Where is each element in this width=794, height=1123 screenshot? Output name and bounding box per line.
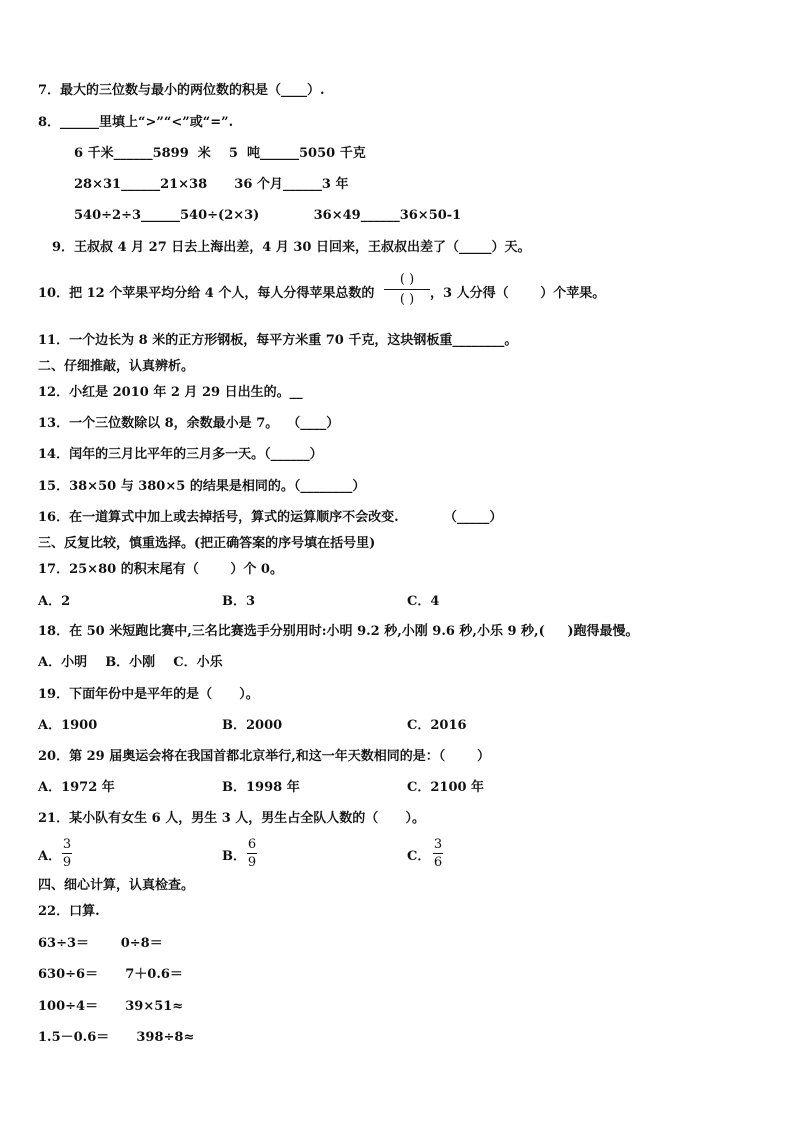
question-10-fraction — [384, 272, 430, 307]
question-10-part-a: 10．把 12 个苹果平均分给 4 个人，每人分得苹果总数的 — [38, 286, 375, 301]
fraction-numerator: 6 — [247, 837, 257, 852]
question-19-option-b: B．2000 — [222, 718, 283, 733]
question-21-option-a-label: A． — [38, 849, 62, 864]
fraction-denominator: ( ) — [399, 292, 415, 307]
question-20-option-c: C．2100 年 — [407, 780, 485, 795]
question-22-row-2: 630÷6＝ 7＋0.6＝ — [38, 967, 183, 982]
question-9: 9．王叔叔 4 月 27 日去上海出差，4 月 30 日回来，王叔叔出差了（_____）天。 — [52, 240, 531, 255]
question-21-option-a-fraction — [62, 837, 72, 870]
question-17-option-a: A．2 — [38, 594, 71, 609]
question-22-row-3: 100÷4＝ 39×51≈ — [38, 999, 184, 1014]
question-15: 15．38×50 与 380×5 的结果是相同的。（________） — [38, 479, 366, 494]
question-8-row-1: 6 千米______5899 米 5 吨______5050 千克 — [74, 146, 366, 161]
question-19-option-c: C．2016 — [407, 718, 467, 733]
question-14: 14．闰年的三月比平年的三月多一天。（______） — [38, 447, 323, 462]
question-21-option-c-label: C． — [407, 849, 431, 864]
question-19: 19．下面年份中是平年的是（ ）。 — [38, 687, 259, 702]
question-10-part-b: ，3 人分得（ ）个苹果。 — [430, 286, 606, 301]
fraction-denominator: 9 — [247, 855, 257, 870]
question-16: 16．在一道算式中加上或去掉括号，算式的运算顺序不会改变. （_____） — [38, 510, 503, 525]
question-22-row-1: 63÷3＝ 0÷8＝ — [38, 936, 163, 951]
question-22-row-4: 1.5－0.6＝ 398÷8≈ — [38, 1030, 195, 1045]
fraction-denominator: 6 — [433, 855, 443, 870]
fraction-bar — [247, 853, 257, 854]
fraction-denominator: 9 — [62, 855, 72, 870]
fraction-numerator: 3 — [62, 837, 72, 852]
question-17: 17．25×80 的积末尾有（ ）个 0。 — [38, 562, 283, 577]
question-17-option-b: B．3 — [222, 594, 256, 609]
question-8-row-2: 28×31______21×38 36 个月______3 年 — [74, 177, 349, 192]
fraction-bar — [433, 853, 443, 854]
question-18-options: A．小明 B．小刚 C．小乐 — [38, 655, 223, 670]
fraction-bar — [384, 289, 430, 290]
question-8-row-3: 540÷2÷3______540÷(2×3) 36×49______36×50-1 — [74, 208, 462, 223]
question-21-option-b-label: B． — [222, 849, 246, 864]
fraction-numerator: ( ) — [399, 272, 415, 287]
question-21: 21．某小队有女生 6 人，男生 3 人，男生占全队人数的（ ）。 — [38, 811, 425, 826]
fraction-numerator: 3 — [433, 837, 443, 852]
fraction-bar — [62, 853, 72, 854]
question-19-option-a: A．1900 — [38, 718, 98, 733]
question-8-head: 8．______里填上“>”“<”或“=”. — [38, 115, 234, 130]
question-21-option-b-fraction — [247, 837, 257, 870]
question-11: 11．一个边长为 8 米的正方形钢板，每平方米重 70 千克，这块钢板重________。 — [38, 333, 518, 348]
question-20-option-b: B．1998 年 — [222, 780, 300, 795]
section-4-heading: 四、细心计算，认真检查。 — [38, 878, 195, 893]
question-20: 20．第 29 届奥运会将在我国首都北京举行,和这一年天数相同的是：（ ） — [38, 749, 490, 764]
question-21-option-c-fraction — [433, 837, 443, 870]
question-18: 18．在 50 米短跑比赛中,三名比赛选手分别用时:小明 9.2 秒,小刚 9.6 秒,小乐 9 秒,( )跑得最慢。 — [38, 624, 639, 639]
question-17-option-c: C．4 — [407, 594, 440, 609]
section-3-heading: 三、反复比较，慎重选择。(把正确答案的序号填在括号里) — [38, 536, 376, 551]
section-2-heading: 二、仔细推敲，认真辨析。 — [38, 359, 195, 374]
question-7: 7．最大的三位数与最小的两位数的积是（____）. — [38, 83, 325, 98]
question-12: 12．小红是 2010 年 2 月 29 日出生的。__ — [38, 385, 303, 400]
question-13: 13．一个三位数除以 8，余数最小是 7。 （____） — [38, 416, 340, 431]
question-22: 22．口算. — [38, 904, 100, 919]
question-20-option-a: A．1972 年 — [38, 780, 115, 795]
